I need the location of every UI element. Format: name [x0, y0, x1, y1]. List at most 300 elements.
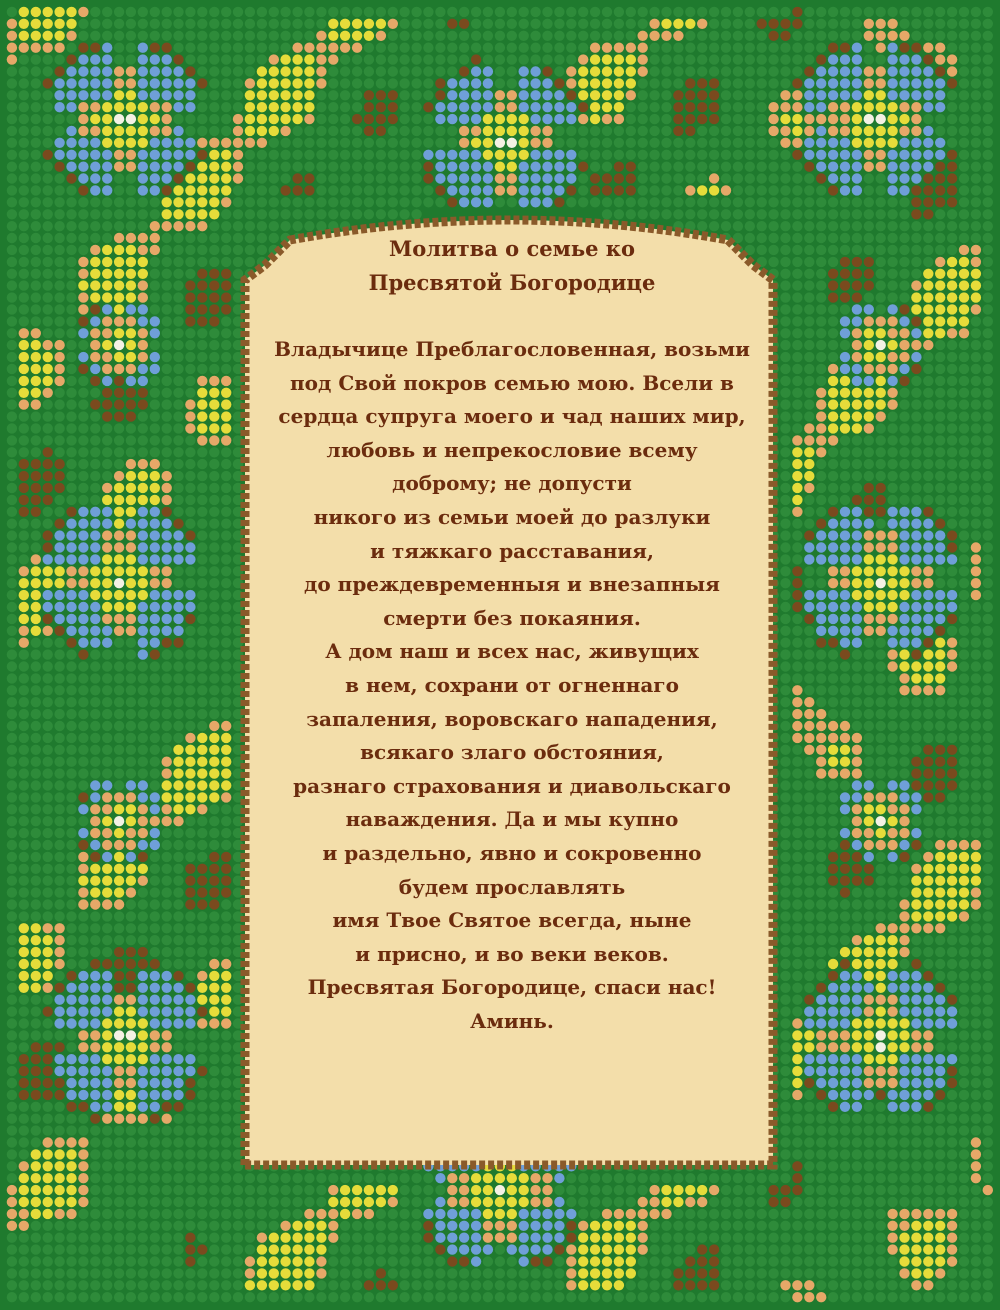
- bead: [876, 352, 886, 362]
- bead: [90, 483, 100, 493]
- bead: [78, 923, 88, 933]
- bead: [54, 435, 64, 445]
- bead: [162, 923, 172, 933]
- bead: [804, 447, 814, 457]
- bead: [959, 697, 969, 707]
- bead: [780, 1185, 790, 1195]
- bead: [840, 995, 850, 1005]
- bead: [54, 197, 64, 207]
- bead: [31, 1090, 41, 1100]
- bead: [352, 209, 362, 219]
- bead: [828, 649, 838, 659]
- bead: [709, 66, 719, 76]
- bead: [114, 126, 124, 136]
- bead: [78, 578, 88, 588]
- bead: [173, 626, 183, 636]
- bead: [768, 19, 778, 29]
- bead: [876, 7, 886, 17]
- bead: [126, 328, 136, 338]
- bead: [102, 162, 112, 172]
- bead: [911, 792, 921, 802]
- bead: [935, 138, 945, 148]
- bead: [852, 1102, 862, 1112]
- bead: [935, 638, 945, 648]
- bead: [864, 649, 874, 659]
- bead: [804, 1066, 814, 1076]
- bead: [197, 1197, 207, 1207]
- bead: [935, 721, 945, 731]
- bead: [78, 459, 88, 469]
- bead: [947, 54, 957, 64]
- bead: [876, 19, 886, 29]
- bead: [852, 1173, 862, 1183]
- bead: [721, 173, 731, 183]
- bead: [542, 126, 552, 136]
- bead: [638, 126, 648, 136]
- bead: [316, 19, 326, 29]
- bead: [983, 614, 993, 624]
- bead: [780, 602, 790, 612]
- bead: [959, 411, 969, 421]
- bead: [54, 1197, 64, 1207]
- bead: [197, 590, 207, 600]
- bead: [768, 197, 778, 207]
- bead: [899, 197, 909, 207]
- bead: [66, 959, 76, 969]
- bead: [899, 162, 909, 172]
- bead: [150, 578, 160, 588]
- bead: [173, 768, 183, 778]
- bead: [804, 661, 814, 671]
- bead: [923, 1090, 933, 1100]
- bead: [43, 673, 53, 683]
- bead: [792, 757, 802, 767]
- bead: [899, 566, 909, 576]
- bead: [852, 1078, 862, 1088]
- bead: [31, 162, 41, 172]
- bead: [185, 1185, 195, 1195]
- bead: [197, 43, 207, 53]
- bead: [638, 54, 648, 64]
- bead: [19, 1173, 29, 1183]
- bead: [745, 90, 755, 100]
- bead: [66, 292, 76, 302]
- bead: [102, 792, 112, 802]
- bead: [590, 185, 600, 195]
- bead: [173, 78, 183, 88]
- bead: [864, 614, 874, 624]
- bead: [43, 983, 53, 993]
- bead: [31, 78, 41, 88]
- bead: [899, 54, 909, 64]
- bead: [804, 245, 814, 255]
- bead: [162, 983, 172, 993]
- bead: [602, 43, 612, 53]
- bead: [221, 614, 231, 624]
- bead: [114, 840, 124, 850]
- bead: [209, 887, 219, 897]
- bead: [54, 459, 64, 469]
- bead: [983, 780, 993, 790]
- bead: [733, 209, 743, 219]
- bead: [138, 447, 148, 457]
- bead: [7, 185, 17, 195]
- bead: [792, 209, 802, 219]
- bead: [792, 102, 802, 112]
- bead: [447, 126, 457, 136]
- bead: [864, 209, 874, 219]
- bead: [138, 197, 148, 207]
- bead: [887, 828, 897, 838]
- bead: [709, 90, 719, 100]
- bead: [102, 328, 112, 338]
- bead: [911, 150, 921, 160]
- bead: [816, 411, 826, 421]
- bead: [90, 911, 100, 921]
- bead: [78, 542, 88, 552]
- bead: [340, 150, 350, 160]
- bead: [162, 840, 172, 850]
- bead: [43, 626, 53, 636]
- bead: [887, 1173, 897, 1183]
- bead: [959, 947, 969, 957]
- bead: [661, 54, 671, 64]
- bead: [209, 447, 219, 457]
- bead: [54, 935, 64, 945]
- bead: [54, 1090, 64, 1100]
- bead: [661, 19, 671, 29]
- bead: [197, 768, 207, 778]
- bead: [7, 816, 17, 826]
- bead: [126, 221, 136, 231]
- bead: [792, 1018, 802, 1028]
- bead: [197, 328, 207, 338]
- bead: [673, 54, 683, 64]
- bead: [590, 102, 600, 112]
- bead: [911, 768, 921, 778]
- bead: [780, 233, 790, 243]
- bead: [43, 1066, 53, 1076]
- bead: [673, 173, 683, 183]
- bead: [804, 1006, 814, 1016]
- bead: [150, 959, 160, 969]
- bead: [126, 1197, 136, 1207]
- bead: [114, 209, 124, 219]
- bead: [292, 197, 302, 207]
- bead: [899, 661, 909, 671]
- bead: [376, 19, 386, 29]
- bead: [328, 1173, 338, 1183]
- bead: [768, 90, 778, 100]
- bead: [887, 519, 897, 529]
- bead: [43, 649, 53, 659]
- bead: [209, 423, 219, 433]
- bead: [245, 43, 255, 53]
- bead: [887, 280, 897, 290]
- bead: [66, 1054, 76, 1064]
- bead: [221, 388, 231, 398]
- bead: [78, 257, 88, 267]
- bead: [947, 590, 957, 600]
- bead: [911, 995, 921, 1005]
- bead: [90, 43, 100, 53]
- bead: [364, 114, 374, 124]
- bead: [138, 1209, 148, 1219]
- bead: [780, 66, 790, 76]
- bead: [197, 721, 207, 731]
- bead: [388, 114, 398, 124]
- bead: [554, 90, 564, 100]
- bead: [43, 768, 53, 778]
- bead: [78, 1066, 88, 1076]
- bead: [614, 1173, 624, 1183]
- bead: [78, 864, 88, 874]
- bead: [935, 316, 945, 326]
- bead: [78, 757, 88, 767]
- bead: [114, 745, 124, 755]
- bead: [269, 66, 279, 76]
- bead: [31, 54, 41, 64]
- bead: [185, 316, 195, 326]
- bead: [54, 328, 64, 338]
- bead: [923, 233, 933, 243]
- bead: [899, 388, 909, 398]
- bead: [209, 257, 219, 267]
- bead: [887, 292, 897, 302]
- bead: [959, 340, 969, 350]
- bead: [935, 1018, 945, 1028]
- bead: [150, 316, 160, 326]
- bead: [126, 1185, 136, 1195]
- bead: [435, 1209, 445, 1219]
- bead: [911, 840, 921, 850]
- bead: [102, 649, 112, 659]
- bead: [197, 19, 207, 29]
- bead: [126, 411, 136, 421]
- bead: [364, 1197, 374, 1207]
- bead: [43, 554, 53, 564]
- bead: [530, 66, 540, 76]
- bead: [209, 328, 219, 338]
- bead: [804, 673, 814, 683]
- bead: [78, 447, 88, 457]
- bead: [816, 1078, 826, 1088]
- bead: [828, 78, 838, 88]
- bead: [292, 221, 302, 231]
- bead: [816, 221, 826, 231]
- bead: [173, 411, 183, 421]
- bead: [876, 495, 886, 505]
- bead: [280, 138, 290, 148]
- bead: [43, 1185, 53, 1195]
- bead: [280, 173, 290, 183]
- bead: [947, 661, 957, 671]
- bead: [150, 43, 160, 53]
- bead: [911, 780, 921, 790]
- bead: [745, 173, 755, 183]
- bead: [197, 899, 207, 909]
- bead: [138, 1185, 148, 1195]
- bead: [923, 1042, 933, 1052]
- bead: [78, 316, 88, 326]
- bead: [828, 54, 838, 64]
- bead: [816, 507, 826, 517]
- bead: [887, 435, 897, 445]
- bead: [221, 649, 231, 659]
- bead: [983, 697, 993, 707]
- bead: [138, 399, 148, 409]
- bead: [519, 162, 529, 172]
- bead: [983, 352, 993, 362]
- bead: [138, 1137, 148, 1147]
- bead: [816, 983, 826, 993]
- bead: [935, 399, 945, 409]
- bead: [7, 614, 17, 624]
- bead: [935, 245, 945, 255]
- bead: [852, 661, 862, 671]
- bead: [90, 114, 100, 124]
- bead: [828, 590, 838, 600]
- bead: [209, 364, 219, 374]
- bead: [626, 197, 636, 207]
- bead: [864, 1006, 874, 1016]
- bead: [757, 102, 767, 112]
- bead: [959, 459, 969, 469]
- bead: [923, 340, 933, 350]
- bead: [114, 388, 124, 398]
- bead: [376, 1173, 386, 1183]
- bead: [685, 138, 695, 148]
- bead: [780, 1006, 790, 1016]
- bead: [376, 150, 386, 160]
- bead: [209, 852, 219, 862]
- bead: [887, 780, 897, 790]
- bead: [162, 935, 172, 945]
- bead: [173, 638, 183, 648]
- bead: [90, 411, 100, 421]
- bead: [876, 745, 886, 755]
- bead: [911, 864, 921, 874]
- bead: [66, 804, 76, 814]
- bead: [221, 185, 231, 195]
- bead: [150, 911, 160, 921]
- bead: [66, 745, 76, 755]
- bead: [780, 138, 790, 148]
- bead: [828, 923, 838, 933]
- bead: [578, 7, 588, 17]
- bead: [7, 1054, 17, 1064]
- bead: [911, 269, 921, 279]
- bead: [792, 1137, 802, 1147]
- bead: [780, 757, 790, 767]
- bead: [19, 1018, 29, 1028]
- bead: [649, 185, 659, 195]
- bead: [126, 459, 136, 469]
- bead: [102, 197, 112, 207]
- bead: [649, 114, 659, 124]
- bead: [911, 90, 921, 100]
- bead: [162, 792, 172, 802]
- bead: [899, 899, 909, 909]
- bead: [19, 483, 29, 493]
- bead: [221, 162, 231, 172]
- bead: [899, 209, 909, 219]
- bead: [138, 245, 148, 255]
- bead: [864, 566, 874, 576]
- bead: [804, 376, 814, 386]
- bead: [554, 19, 564, 29]
- bead: [947, 673, 957, 683]
- bead: [197, 495, 207, 505]
- bead: [102, 19, 112, 29]
- bead: [162, 578, 172, 588]
- bead: [971, 971, 981, 981]
- bead: [90, 614, 100, 624]
- bead: [876, 578, 886, 588]
- bead: [935, 19, 945, 29]
- bead: [923, 1078, 933, 1088]
- bead: [221, 269, 231, 279]
- bead: [923, 971, 933, 981]
- bead: [197, 792, 207, 802]
- bead: [876, 328, 886, 338]
- bead: [566, 197, 576, 207]
- bead: [852, 840, 862, 850]
- bead: [983, 1149, 993, 1159]
- bead: [221, 1209, 231, 1219]
- bead: [90, 340, 100, 350]
- bead: [376, 78, 386, 88]
- bead: [19, 43, 29, 53]
- bead: [661, 209, 671, 219]
- bead: [197, 1137, 207, 1147]
- bead: [828, 1042, 838, 1052]
- bead: [959, 745, 969, 755]
- bead: [138, 923, 148, 933]
- bead: [947, 566, 957, 576]
- bead: [911, 364, 921, 374]
- bead: [911, 828, 921, 838]
- bead: [54, 173, 64, 183]
- bead: [840, 638, 850, 648]
- bead: [31, 1006, 41, 1016]
- bead: [733, 31, 743, 41]
- bead: [554, 1173, 564, 1183]
- bead: [935, 828, 945, 838]
- bead: [185, 233, 195, 243]
- bead: [911, 887, 921, 897]
- bead: [19, 721, 29, 731]
- bead: [209, 697, 219, 707]
- bead: [792, 626, 802, 636]
- bead: [864, 899, 874, 909]
- bead: [864, 316, 874, 326]
- bead: [114, 578, 124, 588]
- bead: [923, 864, 933, 874]
- bead: [7, 233, 17, 243]
- bead: [828, 721, 838, 731]
- bead: [804, 566, 814, 576]
- bead: [197, 173, 207, 183]
- bead: [757, 54, 767, 64]
- bead: [221, 19, 231, 29]
- bead: [983, 995, 993, 1005]
- bead: [887, 19, 897, 29]
- bead: [935, 1173, 945, 1183]
- bead: [423, 1173, 433, 1183]
- bead: [221, 43, 231, 53]
- bead: [114, 90, 124, 100]
